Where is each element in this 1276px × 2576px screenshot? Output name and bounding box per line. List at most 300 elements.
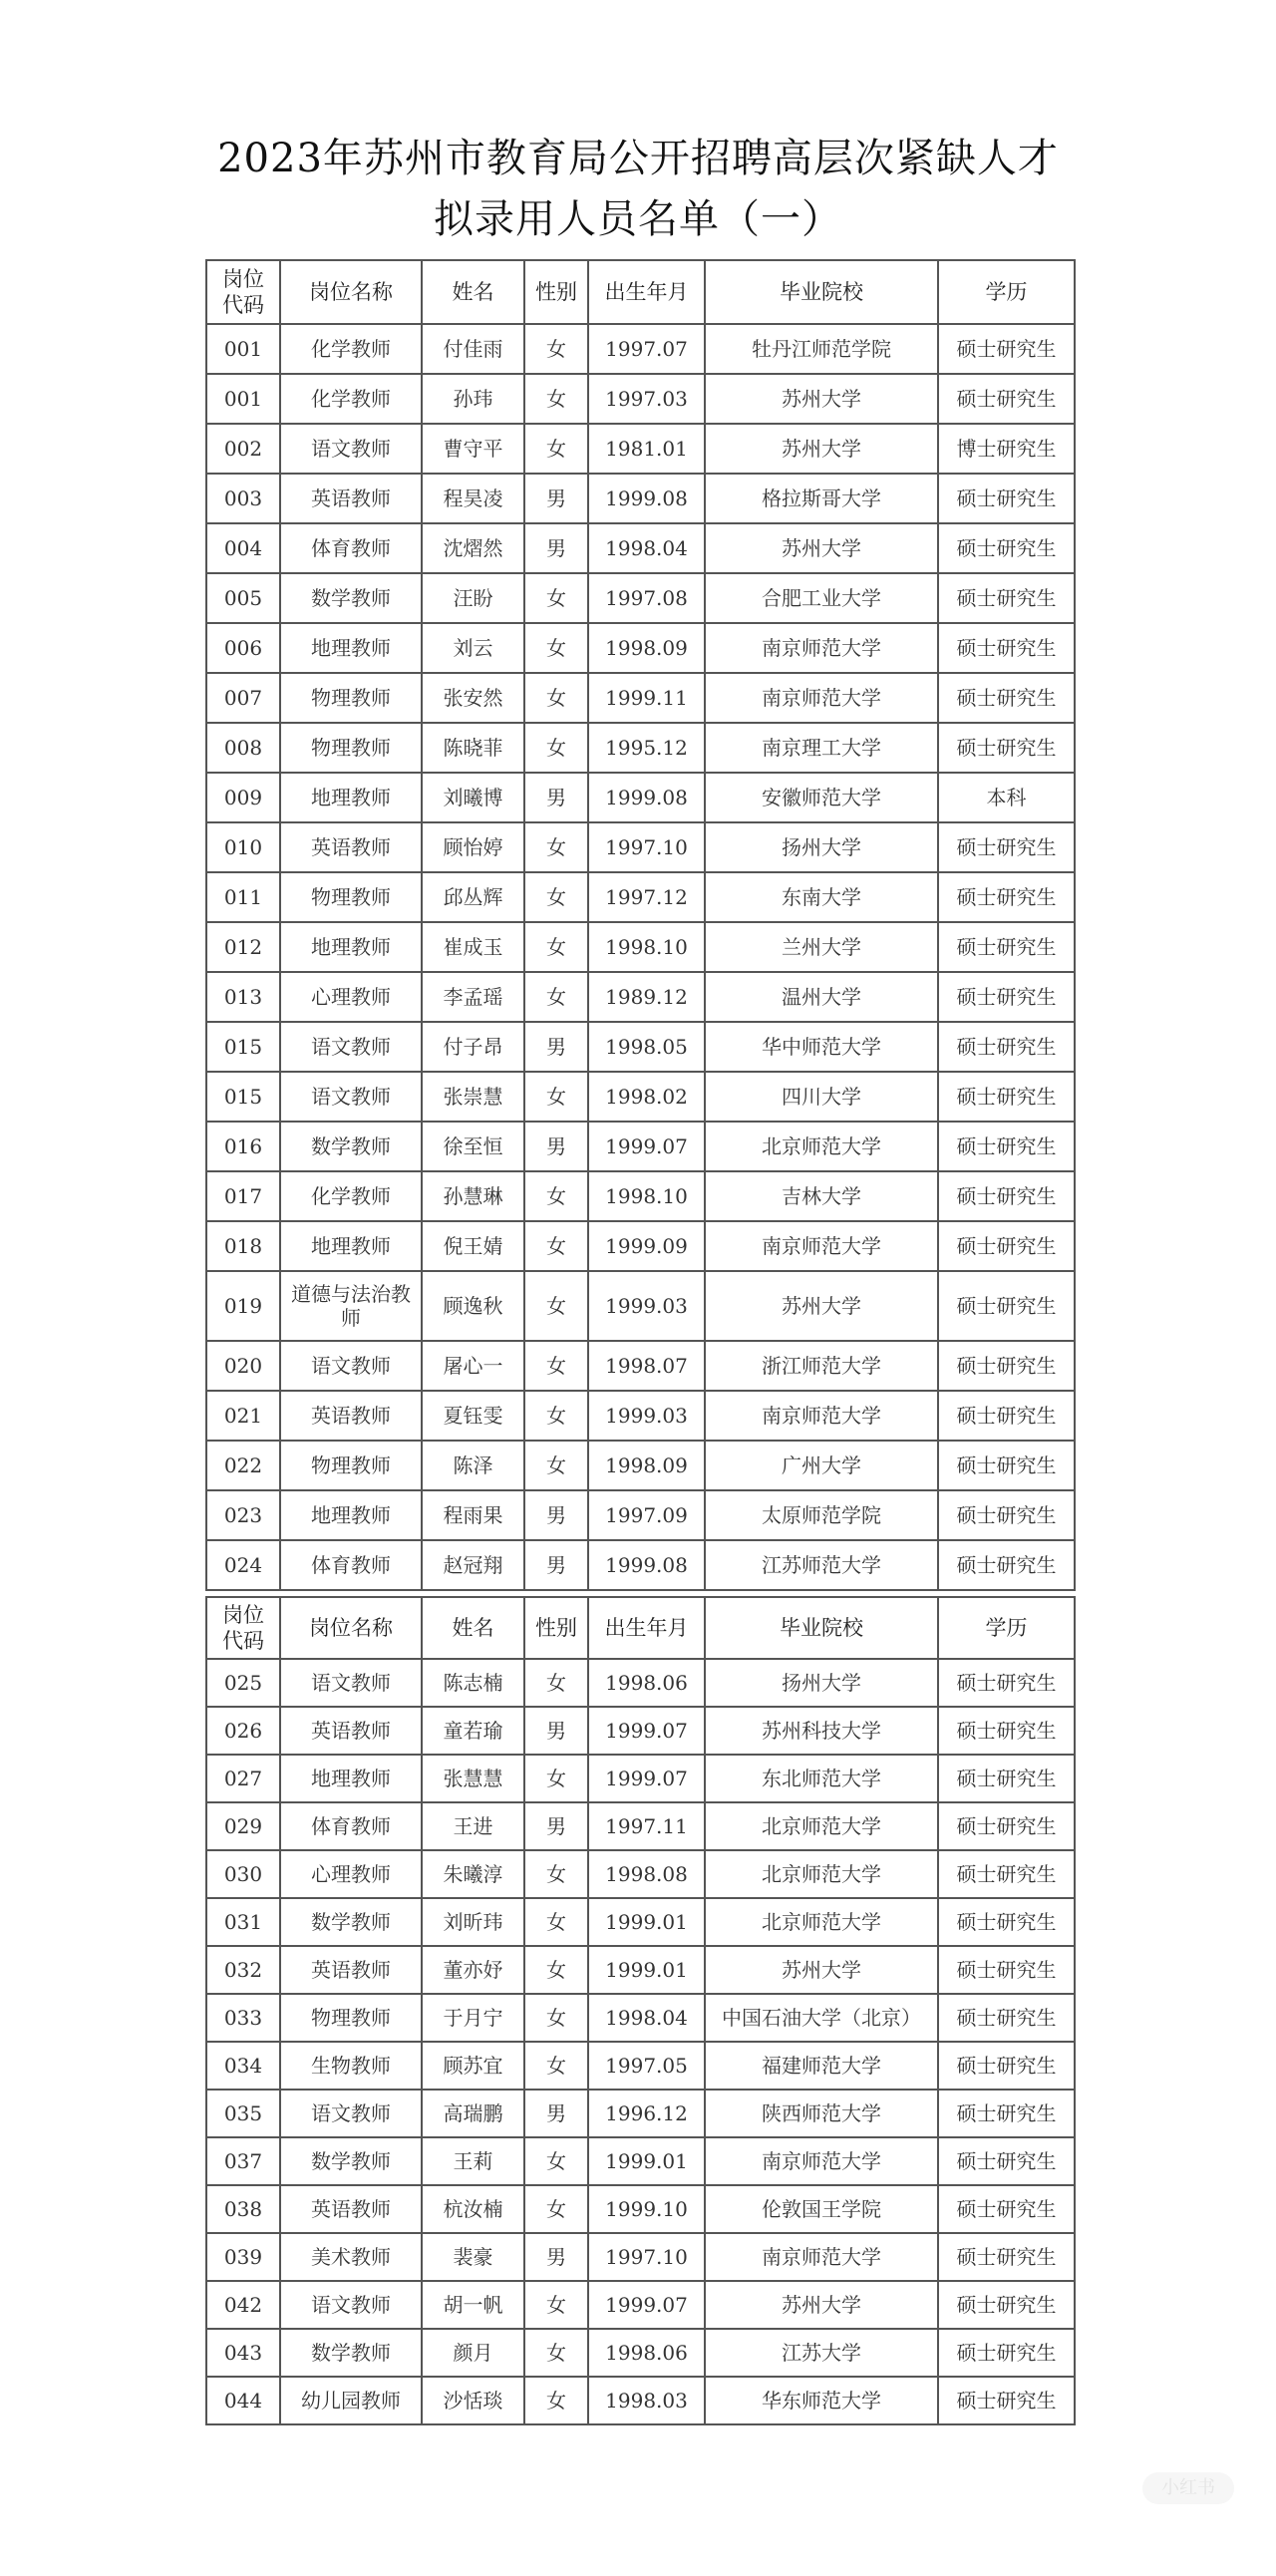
cell-school: 华东师范大学: [705, 2377, 938, 2424]
cell-gender: 男: [524, 1490, 588, 1540]
cell-birth-date: 1998.09: [588, 623, 705, 673]
column-header-birth-date: 出生年月: [588, 1597, 705, 1659]
cell-school: 华中师范大学: [705, 1022, 938, 1072]
cell-gender: 男: [524, 1022, 588, 1072]
cell-degree: 硕士研究生: [938, 374, 1075, 424]
cell-school: 苏州大学: [705, 424, 938, 474]
cell-position-code: 013: [206, 972, 280, 1022]
column-header-gender: 性别: [524, 260, 588, 324]
cell-position-name: 英语教师: [280, 474, 422, 523]
cell-position-name: 数学教师: [280, 2137, 422, 2185]
cell-degree: 硕士研究生: [938, 1171, 1075, 1221]
cell-school: 福建师范大学: [705, 2042, 938, 2090]
cell-degree: 硕士研究生: [938, 1022, 1075, 1072]
cell-gender: 男: [524, 1707, 588, 1755]
column-header-position-name: 岗位名称: [280, 1597, 422, 1659]
cell-name: 刘云: [422, 623, 524, 673]
cell-degree: 硕士研究生: [938, 1391, 1075, 1441]
table-row: [206, 1755, 1075, 1802]
cell-birth-date: 1998.10: [588, 922, 705, 972]
column-header-school: 毕业院校: [705, 260, 938, 324]
table-row: [206, 2377, 1075, 2424]
cell-school: 南京理工大学: [705, 723, 938, 773]
cell-name: 童若瑜: [422, 1707, 524, 1755]
cell-position-code: 011: [206, 872, 280, 922]
cell-gender: 女: [524, 2185, 588, 2233]
cell-name: 张慧慧: [422, 1755, 524, 1802]
cell-degree: 硕士研究生: [938, 523, 1075, 573]
cell-birth-date: 1998.02: [588, 1072, 705, 1122]
cell-degree: 硕士研究生: [938, 324, 1075, 374]
cell-position-code: 001: [206, 374, 280, 424]
cell-position-name: 数学教师: [280, 2329, 422, 2377]
table-row: [206, 2329, 1075, 2377]
table-row: [206, 424, 1075, 474]
cell-name: 朱曦淳: [422, 1850, 524, 1898]
cell-position-name: 语文教师: [280, 1659, 422, 1707]
cell-school: 南京师范大学: [705, 2233, 938, 2281]
cell-gender: 男: [524, 1540, 588, 1590]
column-header-position-code: 岗位代码: [206, 1597, 280, 1659]
cell-position-code: 032: [206, 1946, 280, 1994]
cell-position-name: 地理教师: [280, 1221, 422, 1271]
cell-birth-date: 1998.09: [588, 1441, 705, 1490]
table-row: [206, 773, 1075, 822]
cell-gender: 男: [524, 1122, 588, 1171]
cell-birth-date: 1997.10: [588, 822, 705, 872]
cell-degree: 硕士研究生: [938, 673, 1075, 723]
cell-name: 沈熠然: [422, 523, 524, 573]
cell-school: 扬州大学: [705, 822, 938, 872]
cell-degree: 硕士研究生: [938, 922, 1075, 972]
cell-position-code: 042: [206, 2281, 280, 2329]
cell-position-name: 地理教师: [280, 1755, 422, 1802]
cell-position-code: 009: [206, 773, 280, 822]
cell-position-code: 021: [206, 1391, 280, 1441]
cell-degree: 硕士研究生: [938, 2281, 1075, 2329]
table-row: [206, 1659, 1075, 1707]
cell-degree: 硕士研究生: [938, 1946, 1075, 1994]
cell-birth-date: 1999.08: [588, 474, 705, 523]
cell-gender: 男: [524, 1802, 588, 1850]
table-row: [206, 1994, 1075, 2042]
table-row: [206, 623, 1075, 673]
cell-gender: 女: [524, 1441, 588, 1490]
cell-school: 格拉斯哥大学: [705, 474, 938, 523]
cell-degree: 硕士研究生: [938, 1490, 1075, 1540]
cell-school: 南京师范大学: [705, 623, 938, 673]
cell-degree: 硕士研究生: [938, 1994, 1075, 2042]
cell-school: 南京师范大学: [705, 2137, 938, 2185]
cell-position-code: 016: [206, 1122, 280, 1171]
cell-name: 顾苏宜: [422, 2042, 524, 2090]
cell-name: 崔成玉: [422, 922, 524, 972]
cell-position-name: 语文教师: [280, 2090, 422, 2137]
cell-birth-date: 1997.10: [588, 2233, 705, 2281]
cell-gender: 女: [524, 1898, 588, 1946]
cell-name: 屠心一: [422, 1341, 524, 1391]
cell-gender: 女: [524, 573, 588, 623]
cell-birth-date: 1998.06: [588, 2329, 705, 2377]
cell-birth-date: 1995.12: [588, 723, 705, 773]
cell-gender: 男: [524, 2233, 588, 2281]
document-title: 2023年苏州市教育局公开招聘高层次紧缺人才: [217, 136, 1059, 181]
column-header-gender: 性别: [524, 1597, 588, 1659]
cell-birth-date: 1999.09: [588, 1221, 705, 1271]
cell-degree: 硕士研究生: [938, 2042, 1075, 2090]
cell-name: 赵冠翔: [422, 1540, 524, 1590]
cell-position-name: 数学教师: [280, 1122, 422, 1171]
cell-birth-date: 1999.07: [588, 1755, 705, 1802]
cell-position-name: 生物教师: [280, 2042, 422, 2090]
cell-gender: 女: [524, 1171, 588, 1221]
cell-name: 刘曦博: [422, 773, 524, 822]
cell-birth-date: 1999.01: [588, 1946, 705, 1994]
cell-gender: 女: [524, 2281, 588, 2329]
cell-name: 于月宁: [422, 1994, 524, 2042]
cell-school: 太原师范学院: [705, 1490, 938, 1540]
cell-gender: 女: [524, 2137, 588, 2185]
cell-birth-date: 1996.12: [588, 2090, 705, 2137]
cell-birth-date: 1999.08: [588, 1540, 705, 1590]
cell-birth-date: 1999.11: [588, 673, 705, 723]
cell-birth-date: 1999.07: [588, 1707, 705, 1755]
cell-school: 伦敦国王学院: [705, 2185, 938, 2233]
cell-position-name: 心理教师: [280, 1850, 422, 1898]
cell-degree: 硕士研究生: [938, 1341, 1075, 1391]
table-row: [206, 1271, 1075, 1341]
table-row: [206, 1022, 1075, 1072]
cell-school: 东北师范大学: [705, 1755, 938, 1802]
cell-position-name: 语文教师: [280, 1072, 422, 1122]
document-subtitle: 拟录用人员名单（一）: [434, 196, 842, 242]
cell-degree: 硕士研究生: [938, 2377, 1075, 2424]
cell-gender: 女: [524, 1341, 588, 1391]
table-row: [206, 1171, 1075, 1221]
cell-school: 扬州大学: [705, 1659, 938, 1707]
cell-position-code: 012: [206, 922, 280, 972]
table-row: [206, 1341, 1075, 1391]
cell-position-code: 004: [206, 523, 280, 573]
cell-birth-date: 1997.08: [588, 573, 705, 623]
cell-degree: 硕士研究生: [938, 1707, 1075, 1755]
cell-gender: 男: [524, 523, 588, 573]
cell-gender: 女: [524, 374, 588, 424]
cell-position-code: 033: [206, 1994, 280, 2042]
cell-position-name: 物理教师: [280, 673, 422, 723]
cell-name: 顾怡婷: [422, 822, 524, 872]
cell-birth-date: 1998.05: [588, 1022, 705, 1072]
table-row: [206, 872, 1075, 922]
cell-gender: 女: [524, 2329, 588, 2377]
cell-position-code: 005: [206, 573, 280, 623]
cell-gender: 女: [524, 324, 588, 374]
cell-birth-date: 1999.08: [588, 773, 705, 822]
cell-gender: 女: [524, 1221, 588, 1271]
table-row: [206, 2233, 1075, 2281]
cell-position-name: 数学教师: [280, 1898, 422, 1946]
cell-birth-date: 1999.07: [588, 2281, 705, 2329]
cell-degree: 硕士研究生: [938, 1898, 1075, 1946]
cell-position-name: 物理教师: [280, 872, 422, 922]
column-header-degree: 学历: [938, 260, 1075, 324]
table-body: [206, 1659, 1075, 2424]
cell-name: 张安然: [422, 673, 524, 723]
cell-degree: 硕士研究生: [938, 1850, 1075, 1898]
table-row: [206, 1850, 1075, 1898]
cell-school: 北京师范大学: [705, 1802, 938, 1850]
table-row: [206, 1946, 1075, 1994]
cell-name: 倪王婧: [422, 1221, 524, 1271]
cell-gender: 女: [524, 1946, 588, 1994]
cell-position-name: 地理教师: [280, 1490, 422, 1540]
cell-position-name: 地理教师: [280, 922, 422, 972]
table-row: [206, 922, 1075, 972]
cell-position-name: 化学教师: [280, 324, 422, 374]
cell-school: 苏州大学: [705, 374, 938, 424]
cell-position-name: 物理教师: [280, 723, 422, 773]
cell-degree: 硕士研究生: [938, 1271, 1075, 1341]
cell-name: 程昊凌: [422, 474, 524, 523]
cell-gender: 女: [524, 1659, 588, 1707]
cell-birth-date: 1997.12: [588, 872, 705, 922]
cell-name: 高瑞鹏: [422, 2090, 524, 2137]
cell-school: 南京师范大学: [705, 1221, 938, 1271]
cell-position-code: 022: [206, 1441, 280, 1490]
cell-name: 顾逸秋: [422, 1271, 524, 1341]
cell-position-code: 002: [206, 424, 280, 474]
table-row: [206, 2042, 1075, 2090]
cell-school: 牡丹江师范学院: [705, 324, 938, 374]
cell-position-code: 020: [206, 1341, 280, 1391]
cell-position-code: 024: [206, 1540, 280, 1590]
cell-position-name: 物理教师: [280, 1441, 422, 1490]
cell-school: 中国石油大学（北京）: [705, 1994, 938, 2042]
cell-gender: 女: [524, 2377, 588, 2424]
cell-position-code: 019: [206, 1271, 280, 1341]
cell-position-code: 023: [206, 1490, 280, 1540]
cell-school: 北京师范大学: [705, 1122, 938, 1171]
cell-position-name: 化学教师: [280, 374, 422, 424]
cell-name: 陈晓菲: [422, 723, 524, 773]
cell-birth-date: 1999.01: [588, 2137, 705, 2185]
cell-position-code: 010: [206, 822, 280, 872]
cell-position-name: 英语教师: [280, 822, 422, 872]
cell-birth-date: 1998.08: [588, 1850, 705, 1898]
table-row: [206, 972, 1075, 1022]
cell-position-code: 044: [206, 2377, 280, 2424]
candidate-table-2: [205, 1596, 1076, 2425]
cell-name: 付佳雨: [422, 324, 524, 374]
cell-gender: 女: [524, 723, 588, 773]
cell-gender: 女: [524, 872, 588, 922]
cell-school: 东南大学: [705, 872, 938, 922]
cell-school: 浙江师范大学: [705, 1341, 938, 1391]
cell-position-name: 英语教师: [280, 1946, 422, 1994]
cell-position-code: 006: [206, 623, 280, 673]
cell-degree: 硕士研究生: [938, 2329, 1075, 2377]
cell-name: 孙玮: [422, 374, 524, 424]
cell-name: 王莉: [422, 2137, 524, 2185]
cell-birth-date: 1998.03: [588, 2377, 705, 2424]
cell-position-name: 英语教师: [280, 1707, 422, 1755]
cell-name: 陈志楠: [422, 1659, 524, 1707]
cell-school: 广州大学: [705, 1441, 938, 1490]
table-row: [206, 374, 1075, 424]
cell-name: 程雨果: [422, 1490, 524, 1540]
cell-position-code: 003: [206, 474, 280, 523]
table-row: [206, 673, 1075, 723]
table-row: [206, 1898, 1075, 1946]
column-header-degree: 学历: [938, 1597, 1075, 1659]
cell-position-name: 幼儿园教师: [280, 2377, 422, 2424]
column-header-school: 毕业院校: [705, 1597, 938, 1659]
cell-degree: 硕士研究生: [938, 822, 1075, 872]
tables-container: [205, 259, 1074, 2425]
cell-gender: 女: [524, 1391, 588, 1441]
cell-position-name: 英语教师: [280, 1391, 422, 1441]
cell-position-code: 031: [206, 1898, 280, 1946]
cell-gender: 女: [524, 1072, 588, 1122]
cell-name: 杭汝楠: [422, 2185, 524, 2233]
cell-position-name: 语文教师: [280, 424, 422, 474]
cell-position-code: 027: [206, 1755, 280, 1802]
cell-position-name: 物理教师: [280, 1994, 422, 2042]
cell-school: 江苏大学: [705, 2329, 938, 2377]
cell-birth-date: 1998.10: [588, 1171, 705, 1221]
cell-position-code: 034: [206, 2042, 280, 2090]
cell-position-code: 017: [206, 1171, 280, 1221]
cell-position-name: 地理教师: [280, 773, 422, 822]
cell-birth-date: 1997.03: [588, 374, 705, 424]
cell-degree: 硕士研究生: [938, 1659, 1075, 1707]
cell-gender: 男: [524, 773, 588, 822]
table-body: [206, 324, 1075, 1590]
cell-position-name: 地理教师: [280, 623, 422, 673]
cell-gender: 女: [524, 822, 588, 872]
cell-school: 苏州大学: [705, 1946, 938, 1994]
table-row: [206, 474, 1075, 523]
cell-gender: 女: [524, 623, 588, 673]
table-row: [206, 1391, 1075, 1441]
cell-school: 苏州大学: [705, 1271, 938, 1341]
table-header: [206, 1597, 1075, 1659]
cell-position-name: 语文教师: [280, 2281, 422, 2329]
cell-school: 合肥工业大学: [705, 573, 938, 623]
cell-position-code: 035: [206, 2090, 280, 2137]
cell-degree: 硕士研究生: [938, 1441, 1075, 1490]
table-row: [206, 723, 1075, 773]
cell-school: 北京师范大学: [705, 1850, 938, 1898]
cell-birth-date: 1999.10: [588, 2185, 705, 2233]
cell-school: 苏州科技大学: [705, 1707, 938, 1755]
cell-degree: 硕士研究生: [938, 474, 1075, 523]
cell-school: 苏州大学: [705, 2281, 938, 2329]
column-header-name: 姓名: [422, 260, 524, 324]
cell-position-code: 043: [206, 2329, 280, 2377]
column-header-position-code: 岗位代码: [206, 260, 280, 324]
table-row: [206, 324, 1075, 374]
cell-degree: 硕士研究生: [938, 1540, 1075, 1590]
cell-degree: 博士研究生: [938, 424, 1075, 474]
cell-degree: 硕士研究生: [938, 723, 1075, 773]
cell-school: 陕西师范大学: [705, 2090, 938, 2137]
cell-degree: 硕士研究生: [938, 2185, 1075, 2233]
cell-school: 北京师范大学: [705, 1898, 938, 1946]
cell-birth-date: 1999.01: [588, 1898, 705, 1946]
cell-name: 刘昕玮: [422, 1898, 524, 1946]
cell-degree: 本科: [938, 773, 1075, 822]
cell-school: 温州大学: [705, 972, 938, 1022]
cell-name: 孙慧琳: [422, 1171, 524, 1221]
cell-name: 曹守平: [422, 424, 524, 474]
cell-name: 王进: [422, 1802, 524, 1850]
cell-school: 江苏师范大学: [705, 1540, 938, 1590]
table-row: [206, 1122, 1075, 1171]
cell-birth-date: 1998.04: [588, 523, 705, 573]
cell-birth-date: 1999.03: [588, 1391, 705, 1441]
cell-position-code: 039: [206, 2233, 280, 2281]
cell-birth-date: 1997.09: [588, 1490, 705, 1540]
cell-position-name: 美术教师: [280, 2233, 422, 2281]
cell-position-code: 008: [206, 723, 280, 773]
cell-school: 四川大学: [705, 1072, 938, 1122]
cell-position-name: 化学教师: [280, 1171, 422, 1221]
cell-position-code: 015: [206, 1072, 280, 1122]
table-row: [206, 1707, 1075, 1755]
cell-birth-date: 1998.06: [588, 1659, 705, 1707]
cell-birth-date: 1997.11: [588, 1802, 705, 1850]
cell-gender: 男: [524, 474, 588, 523]
cell-name: 颜月: [422, 2329, 524, 2377]
cell-school: 南京师范大学: [705, 1391, 938, 1441]
cell-school: 兰州大学: [705, 922, 938, 972]
cell-gender: 女: [524, 424, 588, 474]
cell-degree: 硕士研究生: [938, 2090, 1075, 2137]
cell-name: 邱丛辉: [422, 872, 524, 922]
cell-gender: 女: [524, 972, 588, 1022]
table-row: [206, 822, 1075, 872]
table-row: [206, 1802, 1075, 1850]
cell-position-name: 语文教师: [280, 1341, 422, 1391]
table-header: [206, 260, 1075, 324]
cell-position-name: 体育教师: [280, 1540, 422, 1590]
cell-position-code: 037: [206, 2137, 280, 2185]
cell-position-name: 语文教师: [280, 1022, 422, 1072]
cell-birth-date: 1997.05: [588, 2042, 705, 2090]
cell-gender: 女: [524, 1850, 588, 1898]
cell-degree: 硕士研究生: [938, 972, 1075, 1022]
cell-gender: 女: [524, 922, 588, 972]
cell-position-code: 015: [206, 1022, 280, 1072]
cell-school: 苏州大学: [705, 523, 938, 573]
cell-birth-date: 1989.12: [588, 972, 705, 1022]
cell-degree: 硕士研究生: [938, 872, 1075, 922]
column-header-position-name: 岗位名称: [280, 260, 422, 324]
cell-name: 夏钰雯: [422, 1391, 524, 1441]
cell-gender: 女: [524, 2042, 588, 2090]
cell-position-name: 心理教师: [280, 972, 422, 1022]
cell-degree: 硕士研究生: [938, 573, 1075, 623]
cell-school: 南京师范大学: [705, 673, 938, 723]
column-header-birth-date: 出生年月: [588, 260, 705, 324]
cell-position-name: 道德与法治教师: [280, 1271, 422, 1341]
cell-name: 裴豪: [422, 2233, 524, 2281]
cell-gender: 女: [524, 1755, 588, 1802]
cell-position-code: 001: [206, 324, 280, 374]
cell-position-code: 025: [206, 1659, 280, 1707]
cell-name: 沙恬琰: [422, 2377, 524, 2424]
